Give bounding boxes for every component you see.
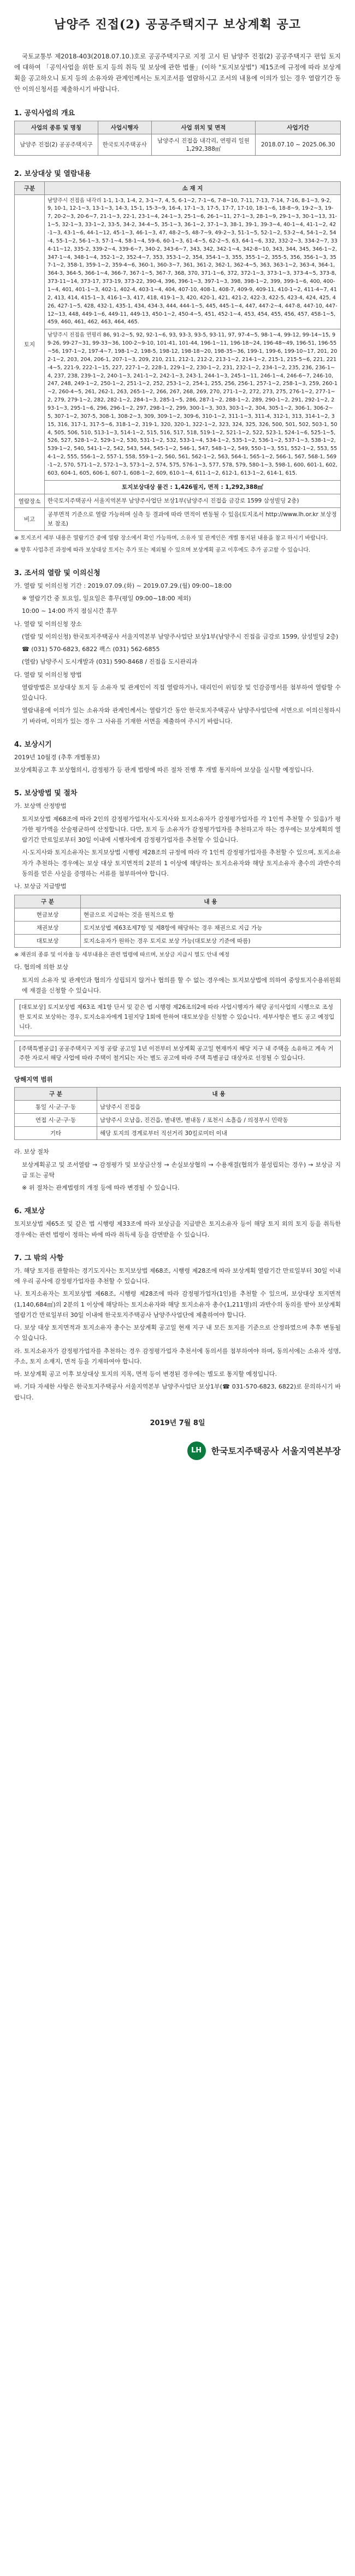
section-heading: 6. 재보상 [14,1207,45,1216]
section-heading: 1. 공익사업의 개요 [14,109,75,117]
table-cell: 연접 시·군·구·동 [15,1114,97,1127]
region-heading: 당해지역 범위 [14,1076,53,1084]
paragraph: ☎ (031) 570-6823, 6822 팩스 (031) 562-6855 [22,646,160,653]
paragraph: (열람 및 이의신청) 한국토지주택공사 서울지역본부 남양주사업단 보상1부(남양주시 진접읍 금강로 1599, 삼성빌딩 2층) [22,633,339,640]
issuer-block [14,1441,341,1460]
location-text: 남양주시 진접읍 내각리, 연평리 일원 [157,137,250,144]
lot-summary: 토지보상대상 물건 : 1,426필지, 면적 : 1,292,388㎡ [45,480,341,494]
table-header: 사업의 종류 및 명칭 [15,121,98,134]
table-cell: 한국토지주택공사 [98,134,151,155]
section-heading: 3. 조서의 열람 및 이의신청 [14,569,100,577]
paragraph: 10:00 ~ 14:00 까지 점심시간 휴무 [22,607,118,615]
table-header: 사업 위치 및 면적 [151,121,256,134]
intro-paragraph: 국토교통부 제2018-403(2018.07.10.)호로 공공주택지구로 지정 고시 된 남양주 진접(2) 공공주택지구 편입 토지에 대하여 「공익사업을 위한 토지 등의 취득 및 보상에 관한 법률」(이하 "토지보상법") 제15조에 규정에 따라 보상계획을 공고하오니 토지 등의 소유자와 관계인께서는 토지조서를 열람하시고 조서의 내용에 이의가 있는 경우 열람기간 동안 이의신청서를 제출하시기 바랍니다. [14,52,341,93]
location-value: 한국토지주택공사 서울지역본부 남양주사업단 보상1부(남양주시 진접읍 금강로 1599 삼성빌딩 2층) [45,494,341,507]
table-cell: 현금으로 지급하는 것을 원칙으로 함 [81,908,341,921]
table-cell: 2018.07.10 ~ 2025.06.30 [256,134,341,155]
table-cell: 기타 [15,1127,97,1140]
table-cell: 남양주시 오남읍, 진건읍, 별내면, 별내동 / 포천시 소흘읍 / 의정부시 민락동 [97,1114,341,1127]
paragraph: 라. 보상 절차 [14,1148,49,1156]
table-cell: 채권보상 [15,921,81,935]
table-header: 구 분 [15,895,81,908]
table-header: 구분 [15,181,45,194]
paragraph: (열람) 남양주시 도시개발과 (031) 590-8468 / 진접읍 도시관리과 [22,658,198,666]
paragraph: 토지의 소유자 및 관계인과 협의가 성립되지 않거나 협의를 할 수 없는 경우에는 토지보상법에 의하여 중앙토지수용위원회에 재결을 신청할 수 있습니다. [22,976,341,994]
paragraph: 열람내용에 이의가 있는 소유자와 관계인께서는 열람기간 동안 한국토지주택공사 남양주사업단에 서면으로 이의신청하시기 바라며, 이의가 있는 경우 그 사유를 기재한 서면을 제출하여 주시기 바랍니다. [22,707,341,725]
table-header: 내 용 [81,895,341,908]
housing-supply-box: [주택특별공급] 공공주택지구 지정 공람 공고일 1년 이전부터 보상계획 공고일 현재까지 해당 지구 내 주택을 소유하고 계속 거주한 자로서 해당 사업에 따라 주택이 철거되는 자는 별도 공고에 따라 주택 특별공급 대상자로 선정될 수 있습니다. [14,1041,341,1068]
table-cell: 남양주 진접(2) 공공주택지구 [15,134,98,155]
table-header: 사업기간 [256,121,341,134]
paragraph: 마. 보상계획 공고 이후 보상대상 토지의 지목, 면적 등이 변경된 경우에는 별도로 통지할 예정입니다. [14,1370,277,1378]
region-table [14,1087,341,1140]
table-header: 소 재 지 [45,181,341,194]
table-cell: 남양주시 진접읍 [97,1101,341,1114]
paragraph: ※ 열람기간 중 토요일, 일요일은 휴무(평일 09:00~18:00 제외) [22,595,191,602]
compensation-target-table [14,181,341,531]
paragraph: 라. 토지소유자가 감정평가업자를 추천하는 경우 감정평가업자 추천서에 동의서를 첨부하여야 하며, 동의서에는 소유자 성명, 주소, 토지 소재지, 면적 등을 기재하여야 합니다. [14,1347,341,1365]
section-heading: 2. 보상대상 및 열람내용 [14,169,91,178]
lh-logo-icon: LH [187,1441,206,1460]
lot-list-yeonpyeong: 남양주시 진접읍 연평리 86, 91-2~5, 92, 92-1~6, 93, 93-3, 93-5, 93-11, 97, 97-4~5, 98-1~4, 99-12, 99-14~15, 99-26, 99-27~31, 99-33~36, 100-2~9-10, 101-41, 101-44, 196-1~11, 196-18~24, 196-48~49, 196-51, 196-55~56, 197-1~2, 197-4~7, 198-1~2, 198-5, 198-12, 198-18~20, 198-35~36, 199-1, 199-6, 199-10~17, 201, 202-1~2, 203, 204, 206-1, 207-1~3, 209, 210, 211, 212-1, 212-2, 213-1~2, 214-1~2, 215-1, 215-5~6, 221, 221-4~5, 221-9, 222-1~15, 227, 227-1~2, 228-1, 229-1~2, 230-1~2, 231, 232-1~2, 234-1~2, 235, 236, 236-1~4, 237, 238, 239-1~2, 240-1~3, 241-1~2, 242-1~3, 243-1, 244-1~3, 245-1~11, 246-1~4, 246-6~7, 246-10, 247, 248, 249-1~2, 250-1~2, 251-1~2, 252, 253-1~2, 254-1, 255, 256, 256-1, 257-1~2, 258-1~3, 259, 260-1~2, 260-4~5, 261, 262-1, 263, 265-1~2, 266, 267, 268, 269, 270, 271-1~2, 272, 273, 275, 276-1~2, 277-1~2, 279, 279-1~2, 282, 282-1~2, 284-1~3, 285-1~5, 286, 287-1~2, 288-1~2, 289, 290-1~2, 291, 292-1~2, 293-1~3, 295-1~6, 296, 296-1~2, 297, 298-1~2, 299, 300-1~3, 303, 303-1~2, 304, 305-1~2, 306-1, 306-2~5, 307-1~2, 307-5, 308-1, 308-2~3, 309, 309-1~2, 309-6, 310-1~2, 311-1~3, 311-4, 312-1, 313, 314-1~2, 315, 316, 317-1, 317-5~6, 318-1~2, 319-1, 320, 320-1, 322-1~2, 323, 324, 325, 326, 500, 501, 502, 503-1, 504, 505, 506, 510, 513-1~3, 514-1~2, 515, 516, 517, 518, 519-1~2, 521-1~2, 522, 523-1, 524-1~6, 525-1~5, 526, 527, 528-1~2, 529-1~2, 530, 531-1~2, 532, 533-1~4, 534-1~2, 535-1~2, 536-1~2, 537-1~3, 538-1~2, 539-1~2, 540, 541-1~2, 542, 543, 544, 545-1~2, 546-1, 547, 548-1~2, 549, 550-1~3, 551, 552-1~2, 553, 554-1~2, 555, 556-1~2, 557-1, 558, 559-1~2, 560, 561, 562-1~2, 563, 564-1, 565-1~2, 566-1, 567, 568-1, 569-1~2, 570, 571-1~2, 572-1~3, 573-1~2, 574, 575, 576-1~3, 577, 578, 579, 580-1~3, 598-1, 600, 601-1, 602, 603, 604-1, 605, 606-1, 607-1, 608-1~2, 609, 610-1~4, 611-1~2, 612-1, 613-1~2, 614-1, 615. [45,329,341,480]
paragraph: 토지보상법 제68조에 따라 2인의 감정평가업자(시·도지사와 토지소유자가 감정평가업자를 각 1인씩 추천할 수 있음)가 평가한 평가액을 산술평균하여 산정합니다. 다만, 토지 등 소유자가 감정평가업자를 추천하고자 하는 경우에는 보상계획의 열람기간 만료일로부터 30일 이내에 시행자에게 감정평가업자를 추천할 수 있습니다. [22,815,341,844]
note-label: 비고 [15,508,45,531]
table-header: 내 용 [97,1088,341,1101]
section-heading: 5. 보상방법 및 절차 [14,789,78,798]
table-header: 사업시행자 [98,121,151,134]
paragraph: 시·도지사와 토지소유자는 토지보상법 시행령 제28조의 규정에 따라 각 1인씩 감정평가업자를 추천할 수 있으며, 토지소유자가 추천하는 경우에는 보상 대상 토지면적의 2분의 1 이상에 해당하는 토지소유자와 해당 토지소유자 총수의 과반수의 동의를 얻은 사실을 증명하는 서류를 첨부하여야 합니다. [22,849,341,877]
section-heading: 7. 그 밖의 사항 [14,1254,64,1262]
table-cell: 현금보상 [15,908,81,921]
table-cell: 토지보상법 제63조제7항 및 제8항에 해당하는 경우 채권으로 지급 가능 [81,921,341,935]
table-cell: 통일 시·군·구·동 [15,1101,97,1114]
paragraph: 나. 보상금 지급방법 [14,883,67,890]
lot-area: 면적 : 1,292,388㎡ [208,483,263,491]
payment-method-table [14,895,341,948]
paragraph: 가. 열람 및 이의신청 기간 : 2019.07.09.(화) ~ 2019.07.29.(월) 09:00~18:00 [14,582,232,589]
table-cell: 해당 토지의 경계로부터 직선거리 30킬로미터 이내 [97,1127,341,1140]
paragraph: 열람방법은 보상대상 토지 등 소유자 및 관계인이 직접 열람하거나, 대리인이 위임장 및 인감증명서를 첨부하여 열람할 수 있습니다. [22,683,341,702]
paragraph: 다. 보상 대상 토지면적과 토지소유자 총수는 보상계획 공고일 현재 지구 내 모든 토지를 기준으로 산정하였으며 추후 변동될 수 있습니다. [14,1324,341,1342]
paragraph: 2019년 10월경 (추후 개별통보) [14,753,100,761]
paragraph: 보상계획공고 후 보상협의시, 감정평가 등 관계 법령에 따른 절차 진행 후 개별 통지하여 보상을 실시할 예정입니다. [14,766,314,774]
paragraph: 가. 해당 토지를 관할하는 경기도지사는 토지보상법 제68조, 시행령 제28조에 따라 보상계획 열람기간 만료일부터 30일 이내에 우리 공사에 감정평가업자를 추천할 수 있습니다. [14,1267,341,1285]
location-label: 열람장소 [15,494,45,507]
issuer-name: 한국토지주택공사 서울지역본부장 [211,1446,341,1457]
note-line: ※ 토지조서 세부 내용은 열람기간 중에 열람 장소에서 확인 가능하며, 소유자 및 관계인은 개별 통지된 내용을 참고 하시기 바랍니다. [14,535,328,541]
table-cell: 토지소유자가 원하는 경우 토지로 보상 가능(대토보상 기준에 따름) [81,935,341,948]
note-line: ※ 향후 사업추진 과정에 따라 보상대상 토지는 추가 또는 제외될 수 있으며 보상계획 공고 이후에도 추가 공고할 수 있습니다. [14,547,311,553]
paragraph: 토지보상법 제65조 및 같은 법 시행령 제33조에 따라 보상금을 지급받은 토지소유자 등이 해당 토지 외의 토지 등을 취득한 경우에는 관련 법령이 정하는 바에 따라 취득세 등을 감면받을 수 있습니다. [14,1220,341,1238]
notice-date: 2019년 7월 8일 [150,1419,205,1427]
section-heading: 4. 보상시기 [14,740,52,749]
lot-count: 토지보상대상 물건 : 1,426필지 [122,483,204,491]
notice-title: 남양주 진접(2) 공공주택지구 보상계획 공고 [54,17,301,32]
lot-list-naegak: 남양주시 진접읍 내각리 1-1, 1-3, 1-4, 2, 3-1~7, 4, 5, 6-1~2, 7-1~6, 7-8~10, 7-11, 7-13, 7-14, 7-16, 8-1~3, 9-2, 9, 10-1, 12-1~3, 13-1~3, 14-3, 15-1, 15-3~9, 16-4, 17-1~3, 17-5, 17-7, 17-10, 18-1~6, 18-8~9, 19-2~3, 19-7, 20-2~3, 20-6~7, 21-1~3, 22-1, 23-1~4, 24-1~3, 25-1~6, 26-1~11, 27-1~3, 28-1~9, 29-1~3, 30-1~13, 31-1~5, 32-1~3, 33-1~2, 33-5, 34-2, 34-4~5, 35-1~3, 36-1~2, 37-1~3, 38-1, 39-1, 39-3~4, 40-1~4, 41-1~2, 42-1~3, 43-1~6, 44-1~12, 45-1~3, 46-1~3, 47, 48-2~5, 48-7~9, 49-2~3, 51-1~5, 52-1~2, 53-2~4, 54-1~2, 54-4, 55-1~2, 56-1~3, 57-1~4, 58-1~4, 59-6, 60-1~3, 61-4~5, 62-2~5, 63, 64-1~6, 332, 332-2~3, 334-2~7, 334-11~12, 335-2, 339-2~4, 339-6~7, 340-2, 343-6~7, 343, 342, 342-1~4, 342-8~10, 343, 344, 345, 346-1~2, 347-1~4, 348-1~4, 352-1~2, 352-4~7, 353, 353-1~2, 354, 354-1~3, 355, 355-1~2, 355-5, 356, 356-1~3, 357-1~2, 358-1, 359-1~2, 359-4~6, 360-1, 360-3~7, 361, 361-2, 362-1, 362-4~5, 363, 363-1~2, 363-4, 364-1, 364-3, 364-5, 366-1~4, 366-7, 367-1~5, 367-7, 368, 370, 371-1~6, 372, 372-1~3, 373-1~3, 373-4~5, 373-8, 373-11~14, 373-17, 373-19, 373-22, 390-4, 396, 396-1~3, 397-1~3, 398, 398-1~2, 399, 399-1~6, 400, 400-1~4, 401, 401-1~3, 402-1, 402-4, 403-1~4, 404, 407-10, 408-1, 408-7, 409-9, 409-11, 410-1~2, 411-4~7, 412, 413, 414, 415-1~3, 416-1~3, 417, 418, 419-1~3, 420, 420-1, 421, 421-2, 422-3, 422-5, 423-4, 424, 425, 426, 427-1~5, 428, 432-1, 435-1, 434, 434-3, 444, 444-1~5, 445, 445-1~4, 447, 447-2~4, 447-8, 447-10, 447-12~13, 448, 449-1~6, 449-11, 449-13, 450-1~2, 450-4~5, 451, 452-1~4, 453, 454, 455, 456, 457, 458-1~5, 459, 460, 461, 462, 463, 464, 465. [45,194,341,329]
paragraph: 나. 토지소유자는 토지보상법 제68조, 시행령 제28조에 따라 감정평가업자(1인)를 추천할 수 있으며, 보상대상 토지면적(1,140,684㎡)의 2분의 1 이상에 해당하는 토지소유자와 해당 토지소유자 총수(1,211명)의 과반수의 동의를 받아 보상계획 열람기간 만료일부터 30일 이내에 한국토지주택공사 남양주사업단에 제출하여야 합니다. [14,1290,341,1319]
paragraph: 다. 협의에 의한 보상 [14,964,68,971]
note-value: 공부면적 기준으로 열람 가능하며 실측 등 결과에 따라 면적이 변동될 수 있음(토지조서 http://www.lh.or.kr 보상정보 참조) [45,508,341,531]
category-cell: 토지 [15,194,45,494]
paragraph: ※ 위 절차는 관계법령의 개정 등에 따라 변경될 수 있습니다. [22,1184,180,1191]
land-compensation-box: [대토보상] 토지보상법 제63조 제1항 단서 및 같은 법 시행령 제26조의2에 따라 사업시행자가 해당 공익사업의 시행으로 조성한 토지로 보상하는 경우, 토지소유자에게 1필지당 1회에 한하여 대토보상을 신청할 수 있습니다. 세부사항은 별도 공고 예정입니다. [14,999,341,1036]
paragraph: 보상계획공고 및 조서열람 → 감정평가 및 보상금산정 → 손실보상협의 → 수용재결(협의가 불성립되는 경우) → 보상금 지급 또는 공탁 [22,1161,341,1179]
paragraph: 나. 열람 및 이의신청 장소 [14,620,82,628]
area-text: 1,292,388㎡ [186,145,221,152]
table-cell [151,134,256,155]
table-header: 구 분 [15,1088,97,1101]
paragraph: 바. 기타 자세한 사항은 한국토지주택공사 서울지역본부 남양주사업단 보상1부(☎ 031-570-6823, 6822)로 문의하시기 바랍니다. [14,1383,341,1401]
paragraph: 다. 열람 및 이의신청 방법 [14,671,82,678]
paragraph: 가. 보상액 산정방법 [14,802,67,810]
note-line: ※ 채권의 종류 및 이자율 등 세부내용은 관련 법령에 따르며, 보상금 지급시 별도 안내 예정 [14,952,230,959]
project-overview-table [14,121,341,156]
table-cell: 대토보상 [15,935,81,948]
